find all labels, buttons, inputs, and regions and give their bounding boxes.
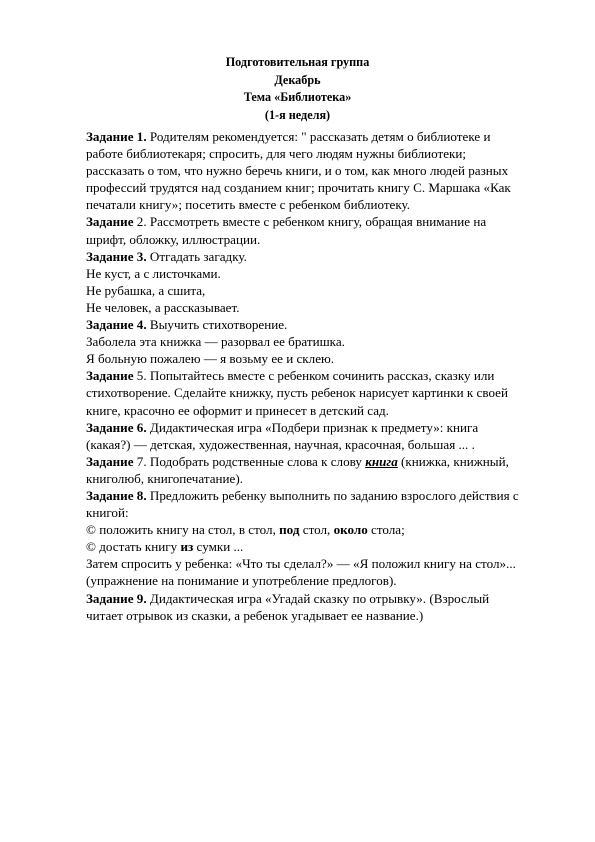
task-8-bullet-2 [86,538,556,555]
task-1-line-2: работе библиотекаря; спросить, для чего людям нужны библиотеки; [86,146,467,162]
task-3-text: Отгадать загадку. [146,248,247,264]
task-5-line-1 [86,367,556,384]
task-5-line-3: книге, красочно ее оформит и принесет в детский сад. [86,402,389,418]
task-4-text: Выучить стихотворение. [146,317,288,333]
month-title: Декабрь [274,72,321,87]
task-6-line-1 [86,419,556,436]
week-title: (1-я неделя) [264,107,331,122]
task-9-line-2: читает отрывок из сказки, а ребенок угадывает ее название.) [86,607,424,623]
task-2-label: Задание [86,214,134,230]
bullet-2-text-a: © достать книгу [86,539,181,555]
task-5-label: Задание [86,368,134,384]
bullet-2-text-b: сумки ... [193,539,244,555]
task-9-label: Задание 9. [86,590,147,606]
theme-title: Тема «Библиотека» [243,90,352,105]
task-8-text: Предложить ребенку выполнить по заданию взрослого действия с [146,487,519,503]
task-7-text-b: (книжка, книжный, [397,453,509,469]
task-2-line-1 [86,213,556,230]
task-7-keyword: книга [365,453,398,469]
task-8-line-4: (упражнение на понимание и употребление предлогов). [86,573,397,589]
task-3-line-1 [86,248,556,265]
task-9-text: Дидактическая игра «Угадай сказку по отрывку». (Взрослый [146,590,490,606]
task-4-label: Задание 4. [86,317,147,333]
group-title: Подготовительная группа [225,55,370,69]
riddle-line-3: Не человек, а рассказывает. [86,299,240,315]
task-6-label: Задание 6. [86,419,147,435]
document-header [0,54,595,124]
document-body [86,128,556,624]
task-7-line-1 [86,453,556,470]
task-8-line-2: книгой: [86,505,129,521]
bullet-1-okolo: около [333,522,368,538]
task-1-text: Родителям рекомендуется: " рассказать детям о библиотеке и [146,129,491,144]
task-6-line-2: (какая?) — детская, художественная, научная, красочная, большая ... . [86,436,475,452]
poem-line-2: Я больную пожалею — я возьму ее и склею. [86,351,335,367]
task-7-label: Задание [86,453,134,469]
task-2-text: 2. Рассмотреть вместе с ребенком книгу, обращая внимание на [133,214,487,230]
riddle-line-2: Не рубашка, а сшита, [86,282,206,298]
task-8-bullet-1 [86,521,556,538]
bullet-1-text-c: стола; [367,522,405,538]
bullet-1-pod: под [279,522,300,538]
task-7-text-a: 7. Подобрать родственные слова к слову [133,453,366,469]
task-9-line-1 [86,590,556,607]
task-8-line-1 [86,487,556,504]
task-5-text: 5. Попытайтесь вместе с ребенком сочинить рассказ, сказку или [133,368,495,384]
task-1-line-4: профессий трудятся над созданием книг; прочитать книгу С. Маршака «Как [86,180,511,196]
task-2-line-2: шрифт, обложку, иллюстрации. [86,231,261,247]
riddle-line-1: Не куст, а с листочками. [86,265,221,281]
task-1-line-3: рассказать о том, что нужно беречь книги, и о том, как много людей разных [86,163,509,179]
bullet-1-text-b: стол, [299,522,334,538]
task-7-line-2: книголюб, книгопечатание). [86,470,243,486]
task-1-line-5: печатали книгу»; посетить вместе с ребенком библиотеку. [86,197,411,213]
task-5-line-2: стихотворение. Сделайте книжку, пусть ребенок нарисует картинки к своей [86,385,508,401]
task-6-text: Дидактическая игра «Подбери признак к предмету»: книга [146,419,479,435]
task-8-line-3: Затем спросить у ребенка: «Что ты сделал?» — «Я положил книгу на стол»... [86,556,516,572]
bullet-2-iz: из [180,539,194,555]
task-8-label: Задание 8. [86,487,147,503]
poem-line-1: Заболела эта книжка — разорвал ее братишка. [86,334,345,350]
bullet-1-text-a: © положить книгу на стол, в стол, [86,522,280,538]
task-4-line-1 [86,316,556,333]
task-1-line-1 [86,128,556,145]
task-1-label: Задание 1. [86,129,147,144]
task-3-label: Задание 3. [86,248,147,264]
